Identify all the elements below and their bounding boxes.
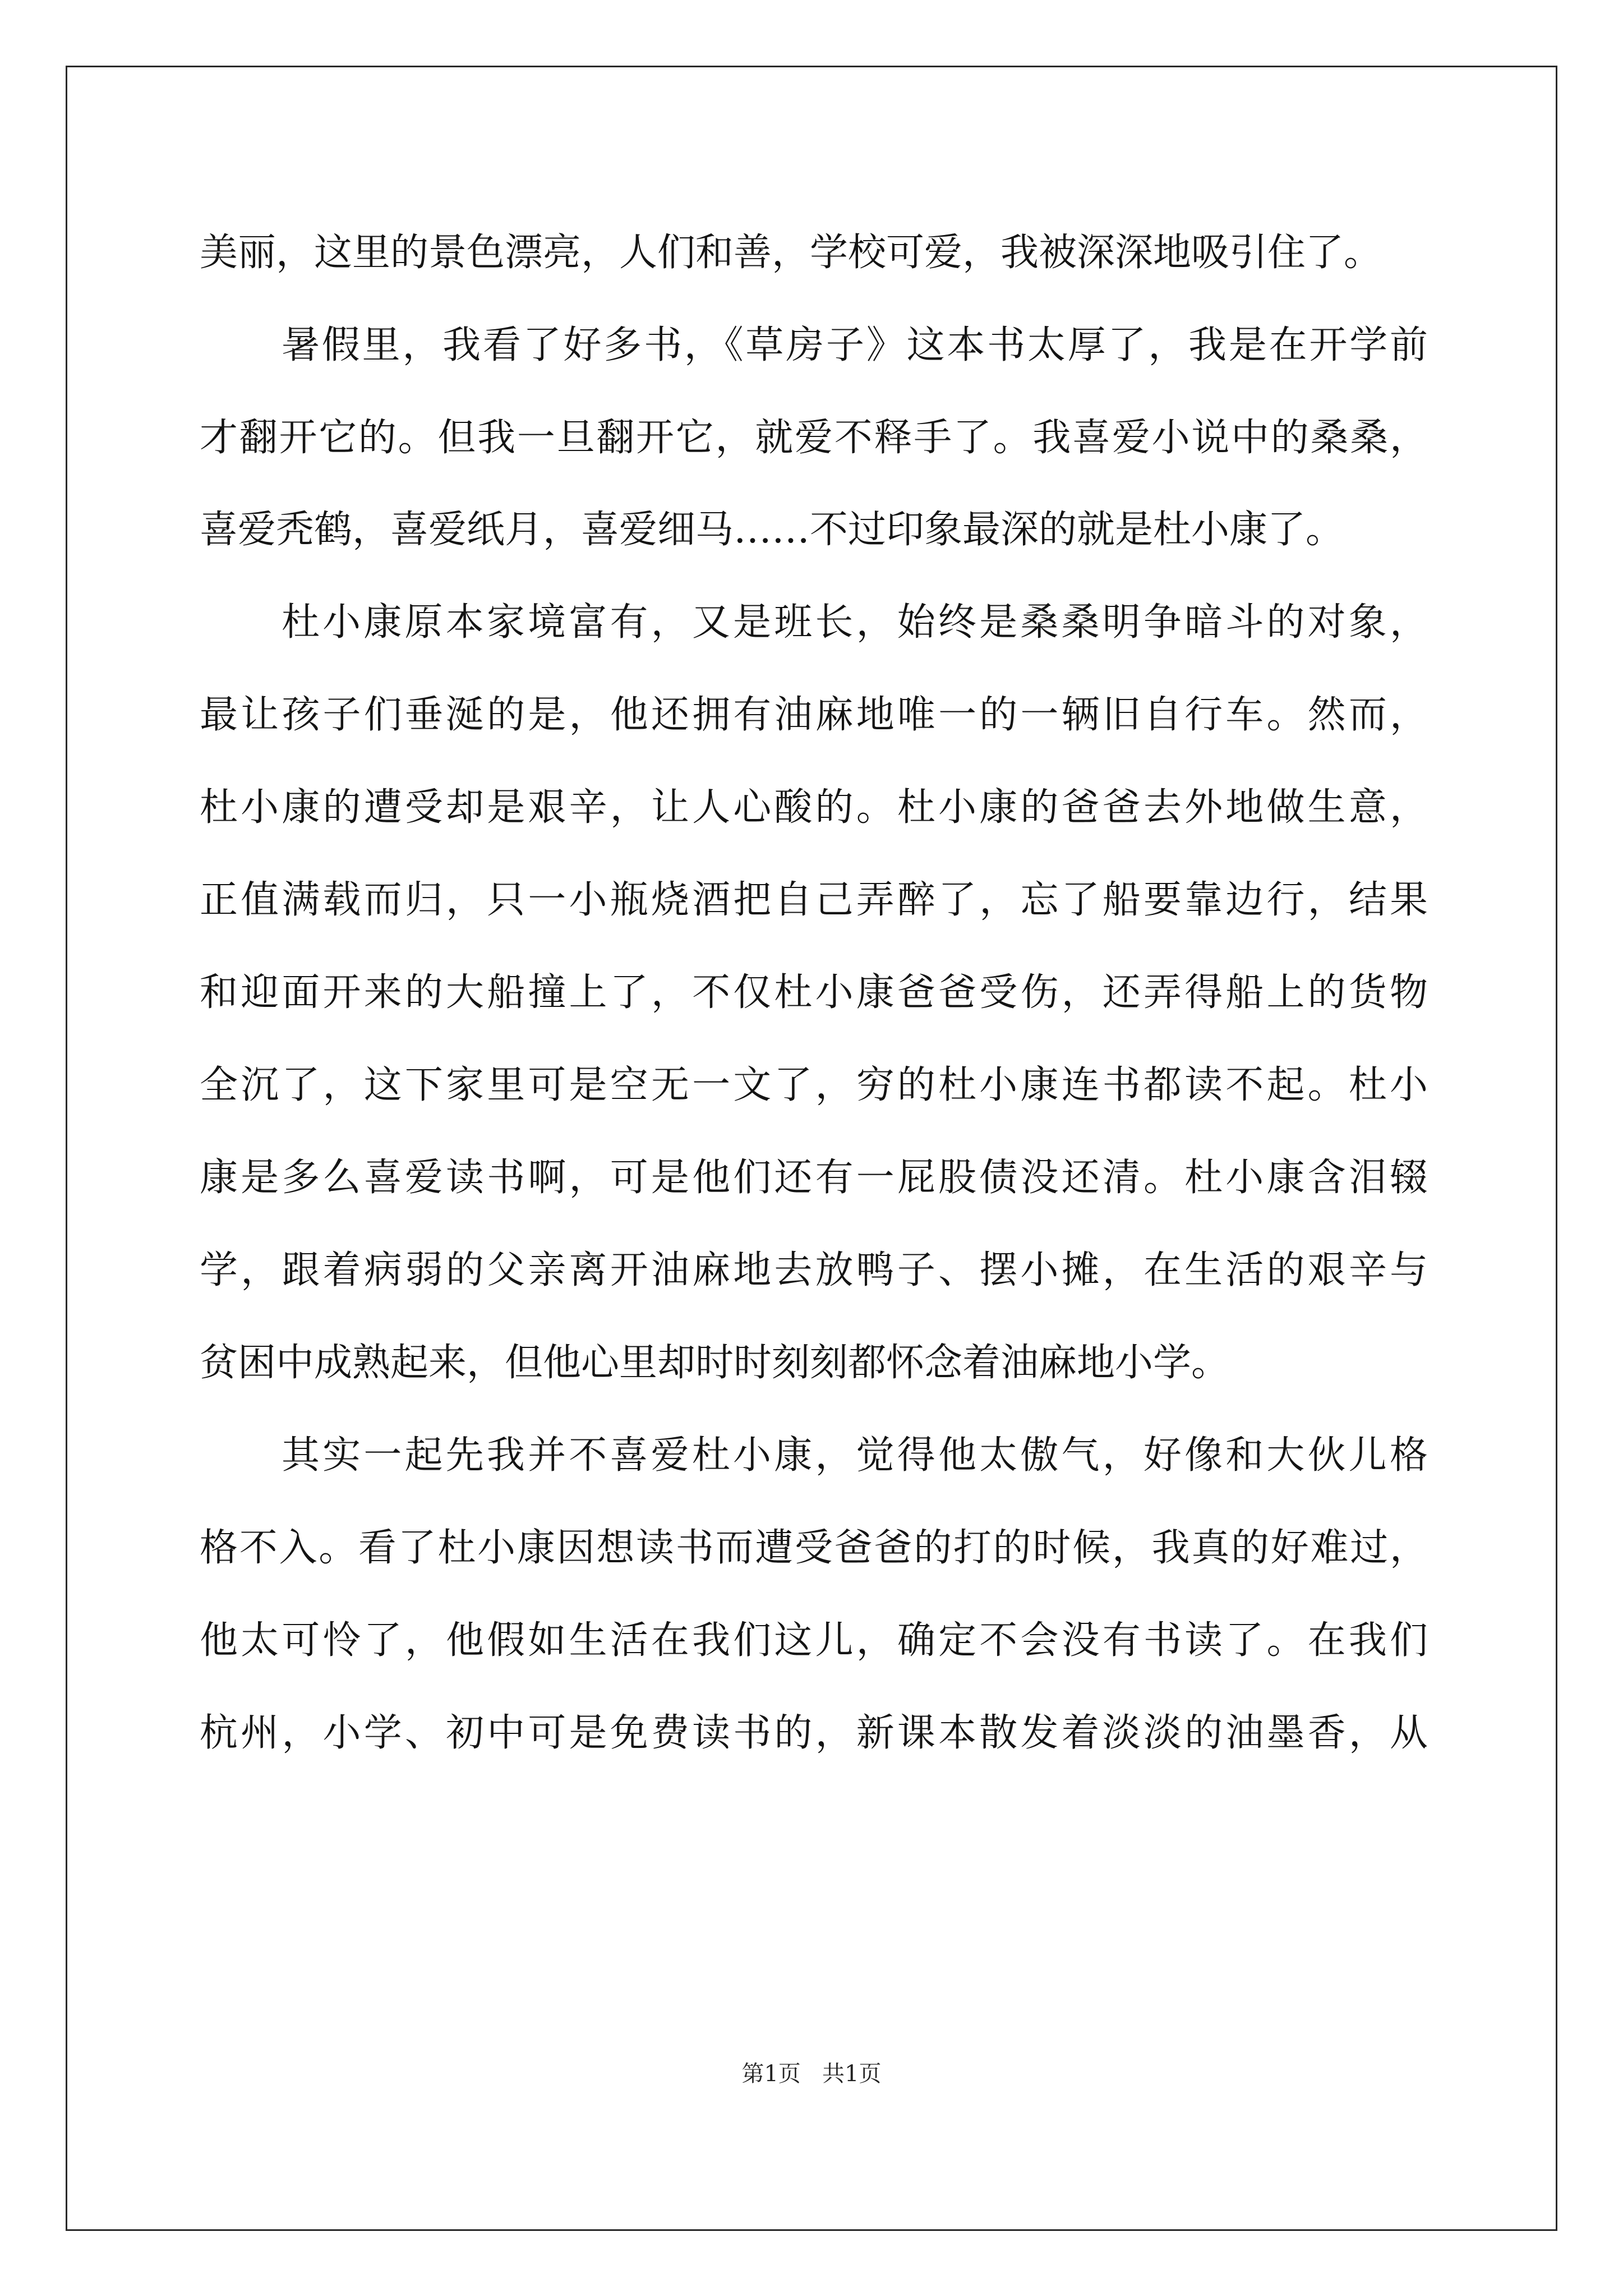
page-border — [66, 66, 1557, 2231]
text-line: 格不入。看了杜小康因想读书而遭受爸爸的打的时候，我真的好难过， — [200, 1526, 1428, 1570]
text-line: 喜爱秃鹤，喜爱纸月，喜爱细马……不过印象最深的就是杜小康了。 — [200, 508, 1344, 552]
paragraph-first-line: 暑假里，我看了好多书，《草房子》这本书太厚了，我是在开学前 — [282, 323, 1428, 367]
paragraph-first-line: 其实一起先我并不喜爱杜小康，觉得他太傲气，好像和大伙儿格 — [282, 1433, 1428, 1478]
text-line: 杭州，小学、初中可是免费读书的，新课本散发着淡淡的油墨香，从 — [200, 1711, 1428, 1755]
text-line: 贫困中成熟起来，但他心里却时时刻刻都怀念着油麻地小学。 — [200, 1341, 1230, 1385]
text-line: 康是多么喜爱读书啊，可是他们还有一屁股债没还清。杜小康含泪辍 — [200, 1156, 1428, 1200]
text-line: 正值满载而归，只一小瓶烧酒把自己弄醉了，忘了船要靠边行，结果 — [200, 878, 1428, 922]
page-footer: 第1页 共1页 — [741, 2061, 882, 2087]
text-line: 杜小康的遭受却是艰辛，让人心酸的。杜小康的爸爸去外地做生意， — [200, 785, 1428, 830]
text-line: 最让孩子们垂涎的是，他还拥有油麻地唯一的一辆旧自行车。然而， — [200, 693, 1428, 737]
text-line: 美丽，这里的景色漂亮，人们和善，学校可爱，我被深深地吸引住了。 — [200, 231, 1382, 275]
text-line: 全沉了，这下家里可是空无一文了，穷的杜小康连书都读不起。杜小 — [200, 1063, 1428, 1107]
paragraph-first-line: 杜小康原本家境富有，又是班长，始终是桑桑明争暗斗的对象， — [282, 600, 1428, 645]
text-line: 学，跟着病弱的父亲离开油麻地去放鸭子、摆小摊，在生活的艰辛与 — [200, 1248, 1428, 1292]
text-line: 才翻开它的。但我一旦翻开它，就爱不释手了。我喜爱小说中的桑桑， — [200, 416, 1428, 460]
text-line: 和迎面开来的大船撞上了，不仅杜小康爸爸受伤，还弄得船上的货物 — [200, 970, 1428, 1015]
text-line: 他太可怜了，他假如生活在我们这儿，确定不会没有书读了。在我们 — [200, 1618, 1428, 1663]
